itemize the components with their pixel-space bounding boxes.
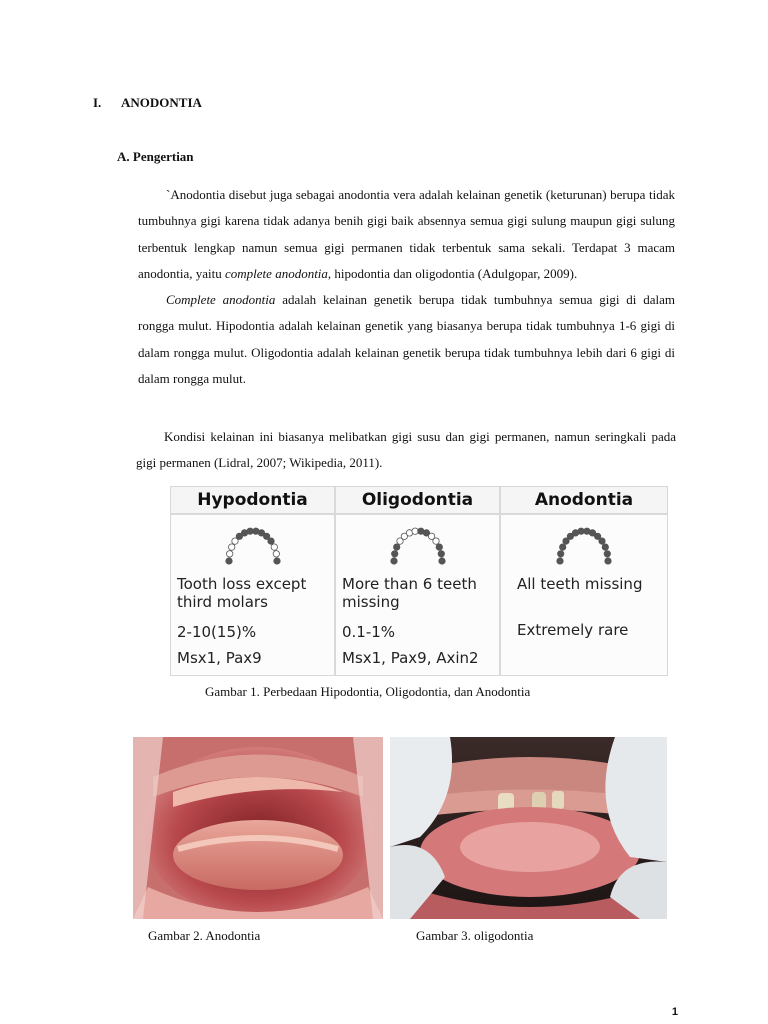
column-description: Tooth loss except third molars: [177, 575, 307, 611]
tooth-present-icon: [391, 551, 397, 557]
tooth-present-icon: [225, 558, 231, 564]
column-anodontia: [501, 487, 667, 675]
paragraph-2: Complete anodontia adalah kelainan genetik berupa tidak tumbuhnya semua gigi di dalam rongga mulut. Hipodontia adalah kelainan genetik yang biasanya berupa tidak tumbuhnya 1-6 gigi di dalam rongga mulut. Oligodontia adalah kelainan genetik berupa tidak tumbuhnya lebih dari 6 gigi di dalam rongga mulut.: [138, 292, 675, 387]
tooth-present-icon: [273, 558, 279, 564]
column-genes: Msx1, Pax9, Axin2: [342, 649, 479, 667]
section-title: ANODONTIA: [121, 95, 202, 110]
section-number: I.: [93, 95, 102, 110]
column-prevalence: Extremely rare: [517, 621, 629, 639]
paragraph-3: Kondisi kelainan ini biasanya melibatkan gigi susu dan gigi permanen, namun seringkali pada gigi permanen (Lidral, 2007; Wikipedia, 2011).: [136, 429, 676, 471]
section-heading: [93, 95, 202, 111]
tooth-present-icon: [557, 558, 563, 564]
column-prevalence: 0.1-1%: [342, 623, 396, 641]
dental-arch-hypodontia-icon: [223, 525, 283, 567]
column-hypodontia: [171, 487, 334, 675]
tooth-present-icon: [560, 544, 566, 550]
figure-3-oligodontia-photo: [390, 737, 667, 919]
column-oligodontia: [336, 487, 499, 675]
column-description: All teeth missing: [517, 575, 643, 593]
body-text-continued: [136, 424, 676, 477]
dental-arch-oligodontia-icon: [388, 525, 448, 567]
tooth-present-icon: [390, 558, 396, 564]
tooth-missing-icon: [271, 544, 277, 550]
tooth-present-icon: [436, 544, 442, 550]
tooth-present-icon: [602, 544, 608, 550]
column-prevalence: 2-10(15)%: [177, 623, 257, 641]
column-header: Anodontia: [501, 487, 667, 515]
page-number: 1: [671, 1006, 678, 1018]
tooth-missing-icon: [273, 551, 279, 557]
dental-arch-anodontia-icon: [554, 525, 614, 567]
tooth-present-icon: [267, 538, 273, 544]
figure-1-caption: Gambar 1. Perbedaan Hipodontia, Oligodontia, dan Anodontia: [205, 684, 531, 699]
tooth-missing-icon: [432, 538, 438, 544]
column-header: Oligodontia: [336, 487, 499, 515]
body-text: [138, 182, 675, 392]
figure-2-caption: Gambar 2. Anodontia: [148, 928, 261, 943]
column-description: More than 6 teeth missing: [342, 575, 477, 611]
tooth-present-icon: [558, 551, 564, 557]
tooth-missing-icon: [228, 544, 234, 550]
column-header: Hypodontia: [171, 487, 334, 515]
figure-2-anodontia-photo: [133, 737, 383, 919]
tooth-present-icon: [393, 544, 399, 550]
paragraph-1: `Anodontia disebut juga sebagai anodontia vera adalah kelainan genetik (keturunan) berupa tidak tumbuhnya gigi karena tidak adanya benih gigi baik absennya semua gigi sulung maupun gigi sulung terbentuk lengkap namun semua gigi permanen tidak terbentuk sama sekali. Terdapat 3 macam anodontia, yaitu complete anodontia, hipodontia dan oligodontia (Adulgopar, 2009).: [138, 187, 675, 281]
tooth-present-icon: [604, 551, 610, 557]
column-genes: Msx1, Pax9: [177, 649, 262, 667]
tooth-present-icon: [438, 551, 444, 557]
subsection-heading: A. Pengertian: [117, 149, 194, 164]
figure-3-caption: Gambar 3. oligodontia: [416, 928, 534, 943]
tooth-present-icon: [599, 538, 605, 544]
tooth-present-icon: [605, 558, 611, 564]
figure-1-comparison-table: [170, 486, 668, 676]
tooth-missing-icon: [226, 551, 232, 557]
tooth-present-icon: [438, 558, 444, 564]
